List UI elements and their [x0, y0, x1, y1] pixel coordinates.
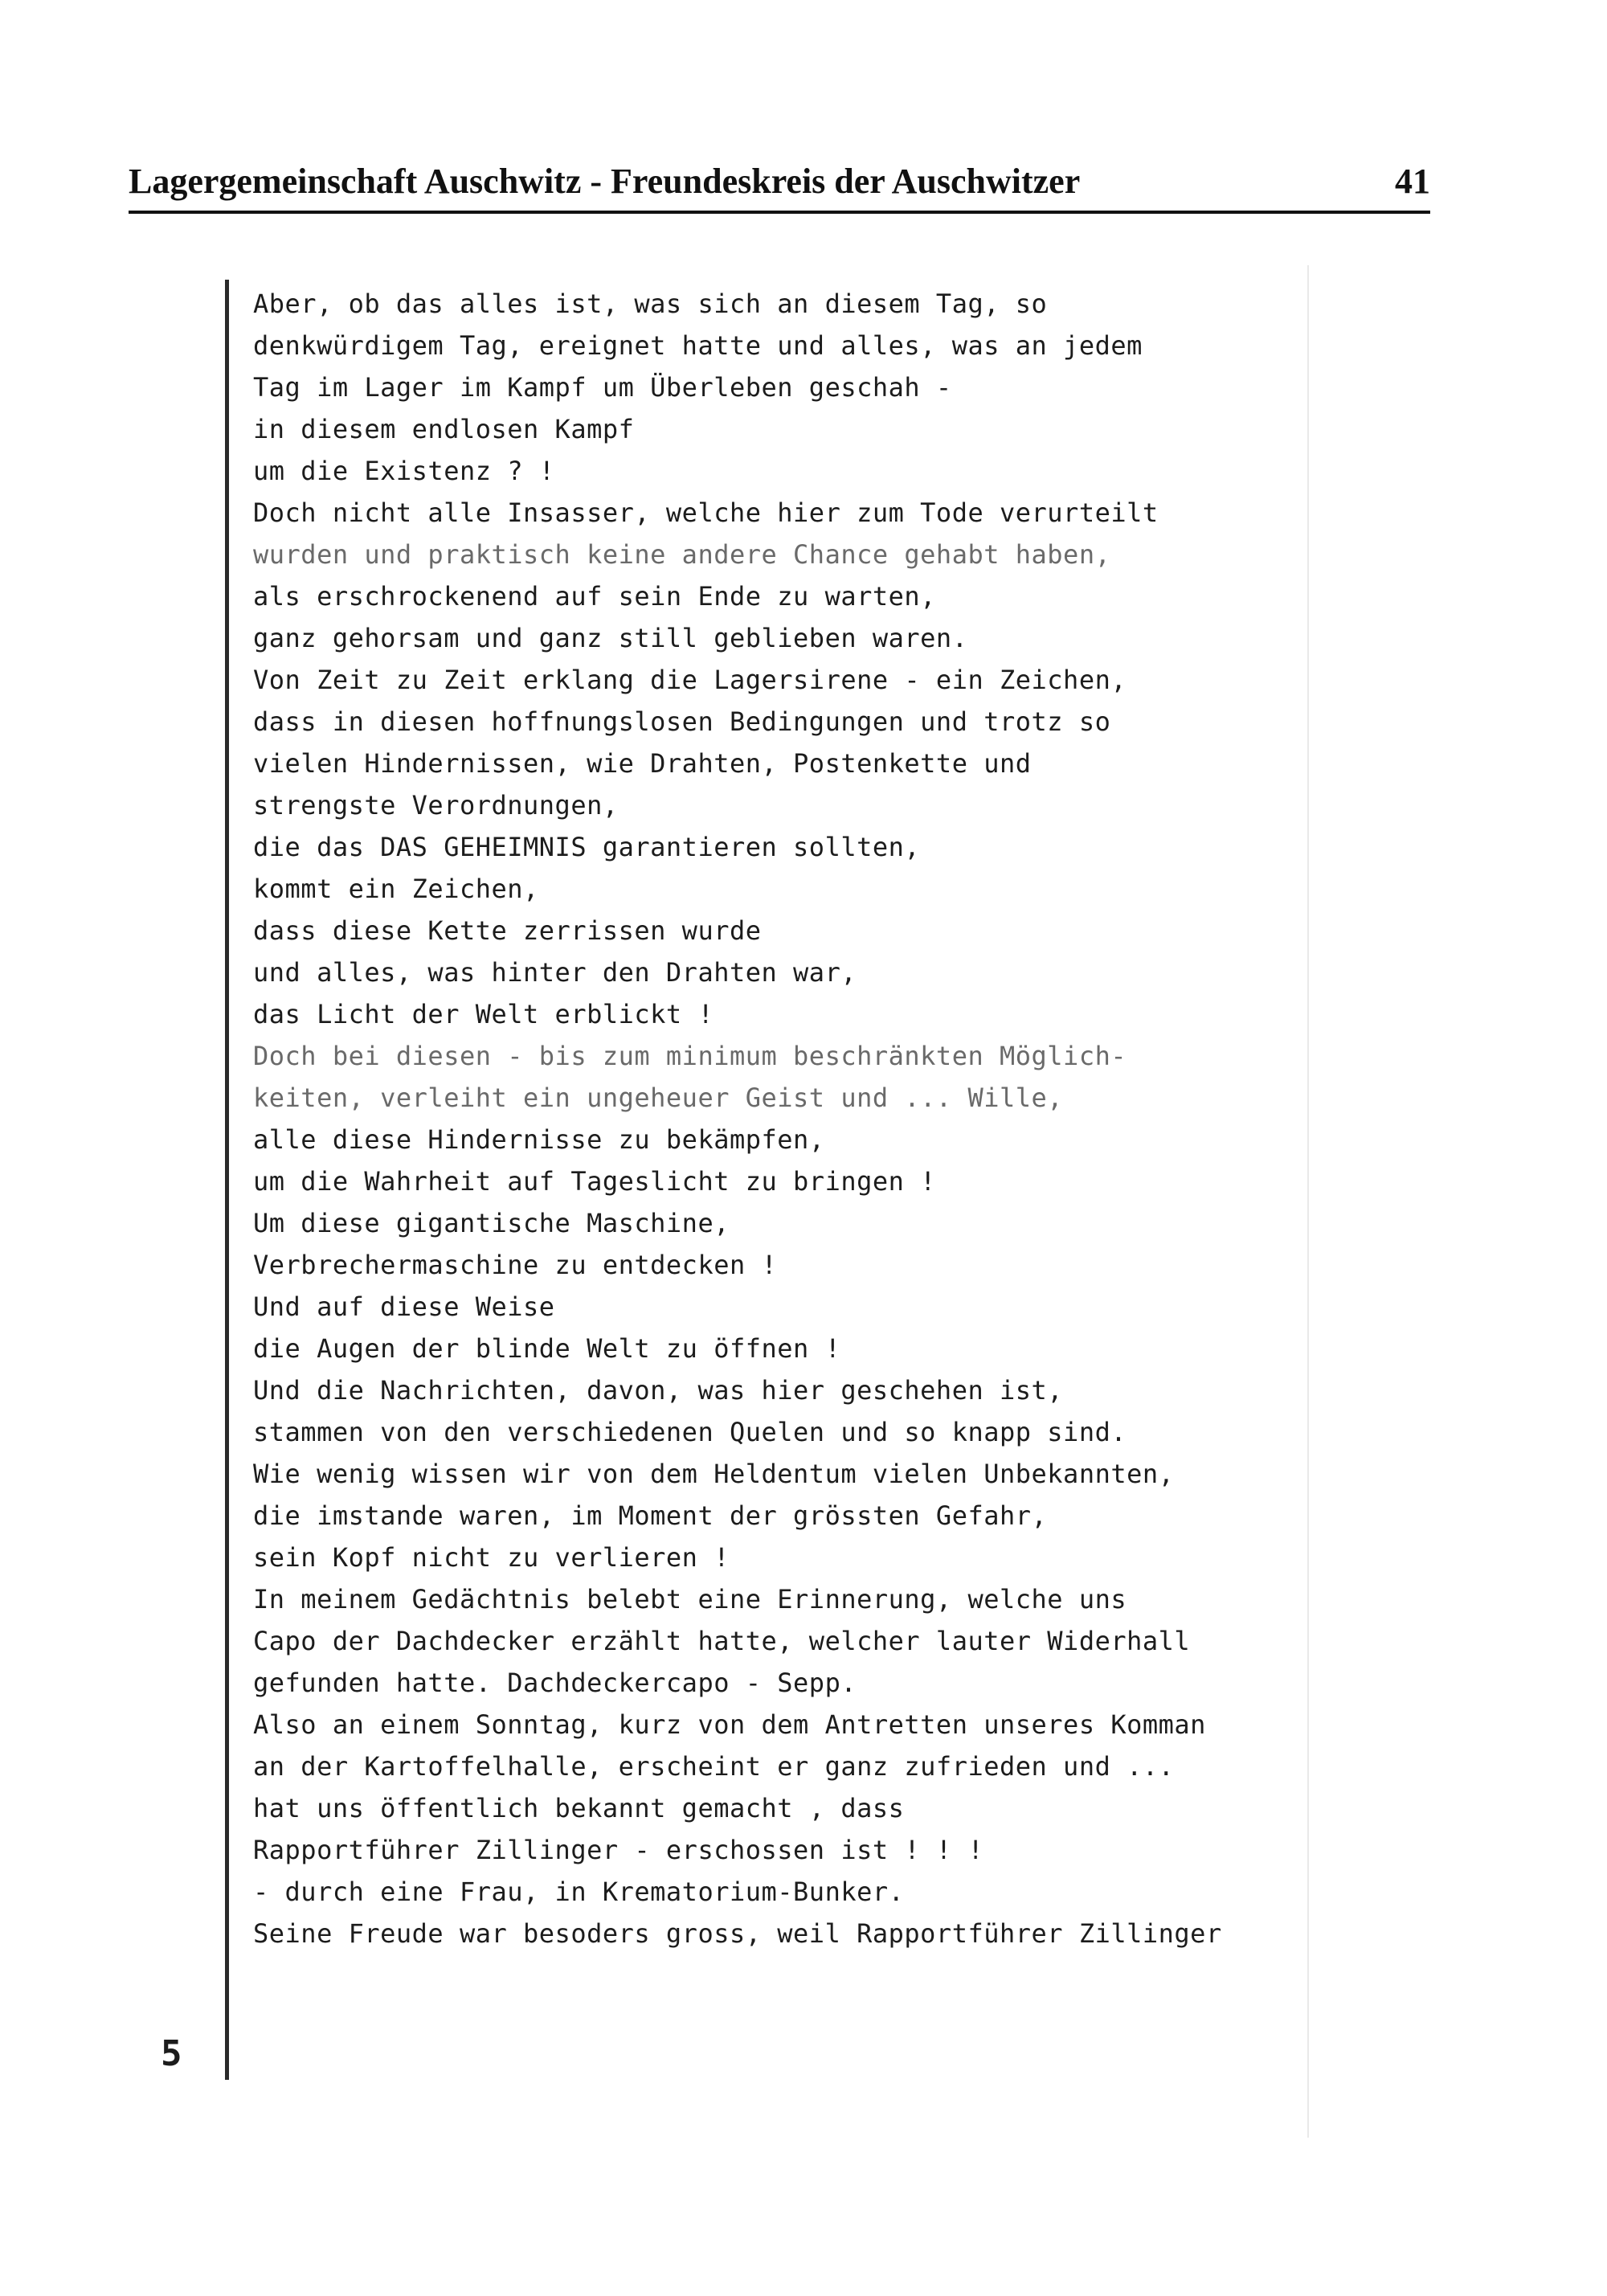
typescript-line: Und auf diese Weise	[253, 1291, 555, 1322]
typescript-line: die imstande waren, im Moment der grössten Gefahr,	[253, 1500, 1048, 1531]
typescript-line: Von Zeit zu Zeit erklang die Lagersirene - ein Zeichen,	[253, 665, 1127, 695]
scan-edge	[1307, 265, 1309, 2138]
typescript-line: vielen Hindernissen, wie Drahten, Postenkette und	[253, 748, 1032, 779]
typescript-line: Tag im Lager im Kampf um Überleben geschah -	[253, 372, 952, 403]
scanned-typescript-page	[205, 265, 1314, 2138]
margin-number: 5	[161, 2033, 182, 2074]
typescript-line: stammen von den verschiedenen Quelen und so knapp sind.	[253, 1417, 1127, 1447]
typescript-line: strengste Verordnungen,	[253, 790, 619, 821]
typescript-line: In meinem Gedächtnis belebt eine Erinnerung, welche uns	[253, 1584, 1127, 1615]
typescript-line: um die Existenz ? !	[253, 456, 555, 486]
typescript-line: wurden und praktisch keine andere Chance gehabt haben,	[253, 539, 1111, 570]
typescript-line: Also an einem Sonntag, kurz von dem Antretten unseres Komman	[253, 1709, 1206, 1740]
typescript-line: Und die Nachrichten, davon, was hier geschehen ist,	[253, 1375, 1064, 1406]
page-number: 41	[1395, 162, 1430, 201]
typescript-line: Doch nicht alle Insasser, welche hier zum Tode verurteilt	[253, 497, 1159, 528]
typescript-line: und alles, was hinter den Drahten war,	[253, 957, 857, 988]
typescript-line: hat uns öffentlich bekannt gemacht , dass	[253, 1793, 905, 1823]
typescript-line: denkwürdigem Tag, ereignet hatte und alles, was an jedem	[253, 330, 1143, 361]
typescript-line: Aber, ob das alles ist, was sich an diesem Tag, so	[253, 289, 1048, 319]
typescript-line: dass in diesen hoffnungslosen Bedingungen und trotz so	[253, 706, 1111, 737]
typescript-line: als erschrockenend auf sein Ende zu warten,	[253, 581, 936, 612]
typescript-line: Doch bei diesen - bis zum minimum beschränkten Möglich-	[253, 1041, 1127, 1071]
typescript-line: an der Kartoffelhalle, erscheint er ganz zufrieden und ...	[253, 1751, 1175, 1782]
typescript-line: - durch eine Frau, in Krematorium-Bunker.	[253, 1876, 905, 1907]
typescript-line: keiten, verleiht ein ungeheuer Geist und ... Wille,	[253, 1083, 1064, 1113]
typescript-line: sein Kopf nicht zu verlieren !	[253, 1542, 730, 1573]
typescript-line: die das DAS GEHEIMNIS garantieren sollten,	[253, 832, 921, 862]
typescript-line: die Augen der blinde Welt zu öffnen !	[253, 1333, 841, 1364]
typescript-line: Rapportführer Zillinger - erschossen ist ! ! !	[253, 1835, 984, 1865]
typescript-line: dass diese Kette zerrissen wurde	[253, 915, 762, 946]
typescript-line: Um diese gigantische Maschine,	[253, 1208, 730, 1238]
running-header	[129, 158, 1430, 214]
typescript-line: Verbrechermaschine zu entdecken !	[253, 1250, 778, 1280]
typescript-line: um die Wahrheit auf Tageslicht zu bringen !	[253, 1166, 936, 1197]
header-rule	[129, 211, 1430, 214]
typescript-line: alle diese Hindernisse zu bekämpfen,	[253, 1124, 825, 1155]
typescript-text	[253, 283, 1298, 1954]
typescript-line: Wie wenig wissen wir von dem Heldentum vielen Unbekannten,	[253, 1459, 1175, 1489]
typescript-line: in diesem endlosen Kampf	[253, 414, 635, 444]
typescript-line: gefunden hatte. Dachdeckercapo - Sepp.	[253, 1668, 857, 1698]
typescript-line: Capo der Dachdecker erzählt hatte, welcher lauter Widerhall	[253, 1626, 1191, 1656]
typescript-line: das Licht der Welt erblickt !	[253, 999, 714, 1029]
header-title: Lagergemeinschaft Auschwitz - Freundeskreis der Auschwitzer	[129, 162, 1081, 201]
margin-line	[225, 280, 229, 2080]
typescript-line: ganz gehorsam und ganz still geblieben waren.	[253, 623, 968, 653]
typescript-line: kommt ein Zeichen,	[253, 874, 539, 904]
typescript-line: Seine Freude war besoders gross, weil Rapportführer Zillinger	[253, 1918, 1222, 1949]
